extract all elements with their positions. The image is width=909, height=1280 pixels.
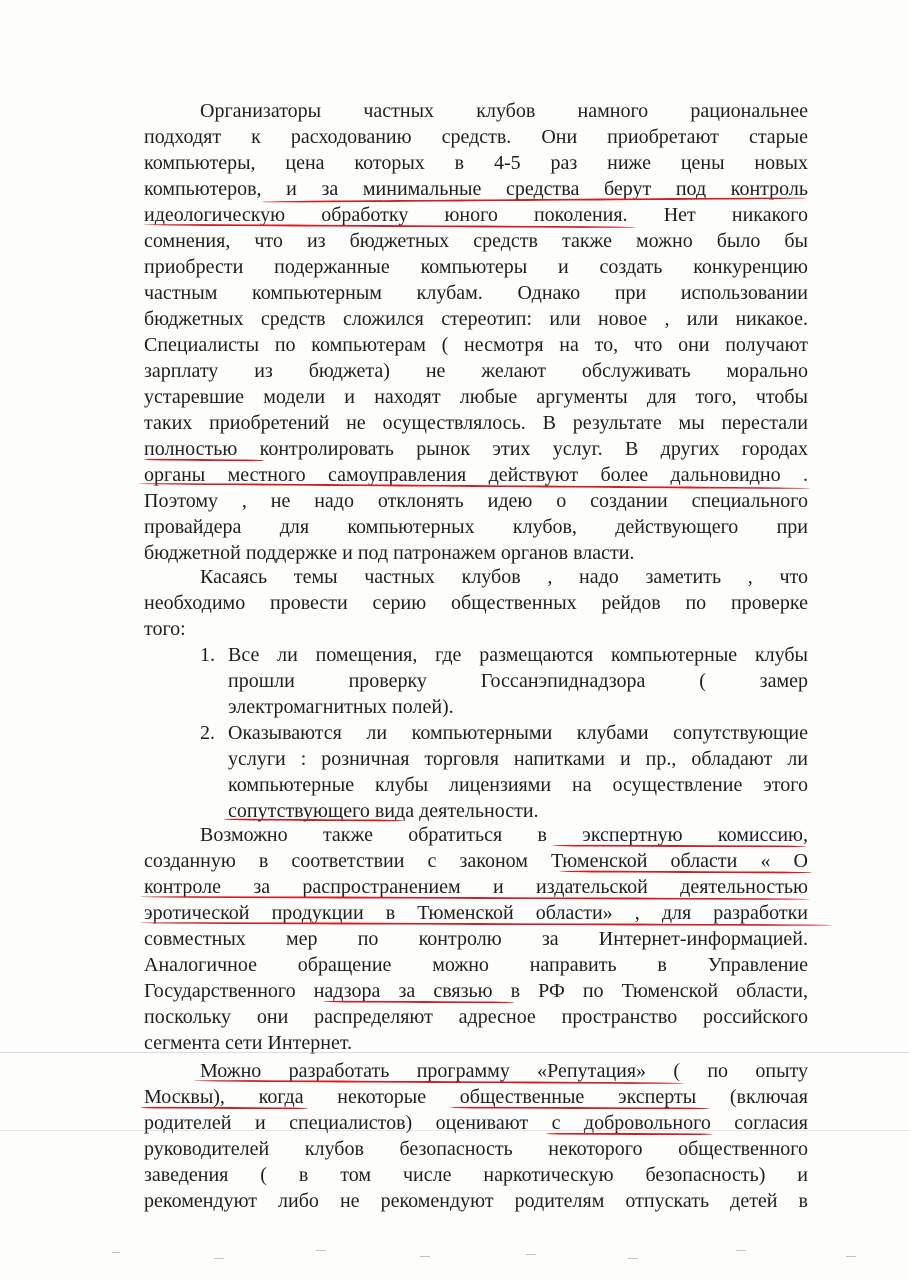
bottom-edge-mark [214,1258,224,1259]
p1-line-4: компьютеров, и за минимальные средства берут под контроль [144,178,808,200]
p1-line-18: бюджетной поддержке и под патронажем органов власти. [144,542,635,564]
p4-line-3: родителей и специалистов) оценивают с добровольного согласия [144,1112,808,1134]
p4-line-6: рекомендуют либо не рекомендуют родителям отпускать детей в [144,1190,808,1212]
list-2-line-3: компьютерные клубы лицензиями на осуществление этого [228,774,808,796]
p4-line-5: заведения ( в том числе наркотическую безопасность) и [144,1164,808,1186]
p3-line-1: Возможно также обратиться в экспертную комиссию, [200,824,808,846]
p3-line-4: эротической продукции в Тюменской области» , для разработки [144,902,808,924]
bottom-edge-mark [316,1250,326,1251]
p2-line-3: того: [144,618,186,640]
p4-line-1: Можно разработать программу «Репутация» ( по опыту [200,1060,808,1082]
p1-line-13: таких приобретений не осуществлялось. В результате мы перестали [144,412,808,434]
p1-line-3: компьютеры, цена которых в 4-5 раз ниже цены новых [144,152,808,174]
bottom-edge-mark [420,1256,430,1257]
p3-line-2: созданную в соответствии с законом Тюменской области « О [144,850,808,872]
p1-line-17: провайдера для компьютерных клубов, действующего при [144,516,808,538]
p1-line-1: Организаторы частных клубов намного рациональнее [200,100,808,122]
scanner-streak [0,1130,909,1131]
p1-line-2: подходят к расходованию средств. Они приобретают старые [144,126,808,148]
list-2-line-2: услуги : розничная торговля напитками и пр., обладают ли [228,748,808,770]
p2-line-2: необходимо провести серию общественных рейдов по проверке [144,592,808,614]
list-1-line-2: прошли проверку Госсанэпиднадзора ( замер [228,670,808,692]
p3-line-6: Аналогичное обращение можно направить в Управление [144,954,808,976]
p3-line-3: контроле за распространением и издательской деятельностью [144,876,808,898]
scanner-streak [0,1052,909,1053]
p1-line-6: сомнения, что из бюджетных средств также можно было бы [144,230,808,252]
p1-line-16: Поэтому , не надо отклонять идею о создании специального [144,490,808,512]
p1-line-7: приобрести подержанные компьютеры и создать конкуренцию [144,256,808,278]
bottom-edge-mark [628,1258,638,1259]
list-1-line-1: Все ли помещения, где размещаются компьютерные клубы [228,644,808,666]
p1-line-8: частным компьютерным клубам. Однако при использовании [144,282,808,304]
list-1-line-3: электромагнитных полей). [228,696,454,718]
p1-line-11: зарплату из бюджета) не желают обслуживать морально [144,360,808,382]
p1-line-9: бюджетных средств сложился стереотип: или новое , или никакое. [144,308,808,330]
bottom-edge-mark [736,1250,746,1251]
bottom-edge-mark [526,1254,536,1255]
p1-line-15: органы местного самоуправления действуют более дальновидно . [144,464,808,486]
p4-line-4: руководителей клубов безопасность некоторого общественного [144,1138,808,1160]
list-2-line-1: Оказываются ли компьютерными клубами сопутствующие [228,722,808,744]
bottom-edge-mark [846,1256,856,1257]
bottom-edge-mark [112,1252,120,1253]
p3-line-7: Государственного надзора за связью в РФ по Тюменской области, [144,980,808,1002]
p1-line-14: полностью контролировать рынок этих услуг. В других городах [144,438,808,460]
list-2-line-4: сопутствующего вида деятельности. [228,800,539,822]
p1-line-12: устаревшие модели и находят любые аргументы для того, чтобы [144,386,808,408]
p3-line-9: сегмента сети Интернет. [144,1032,353,1054]
p2-line-1: Касаясь темы частных клубов , надо заметить , что [200,566,808,588]
p3-line-8: поскольку они распределяют адресное пространство российского [144,1006,808,1028]
list-number: 1. [200,644,215,666]
p3-line-5: совместных мер по контролю за Интернет-информацией. [144,928,808,950]
p1-line-5: идеологическую обработку юного поколения. Нет никакого [144,204,808,226]
p1-line-10: Специалисты по компьютерам ( несмотря на то, что они получают [144,334,808,356]
list-number: 2. [200,722,215,744]
p4-line-2: Москвы), когда некоторые общественные эксперты (включая [144,1086,808,1108]
